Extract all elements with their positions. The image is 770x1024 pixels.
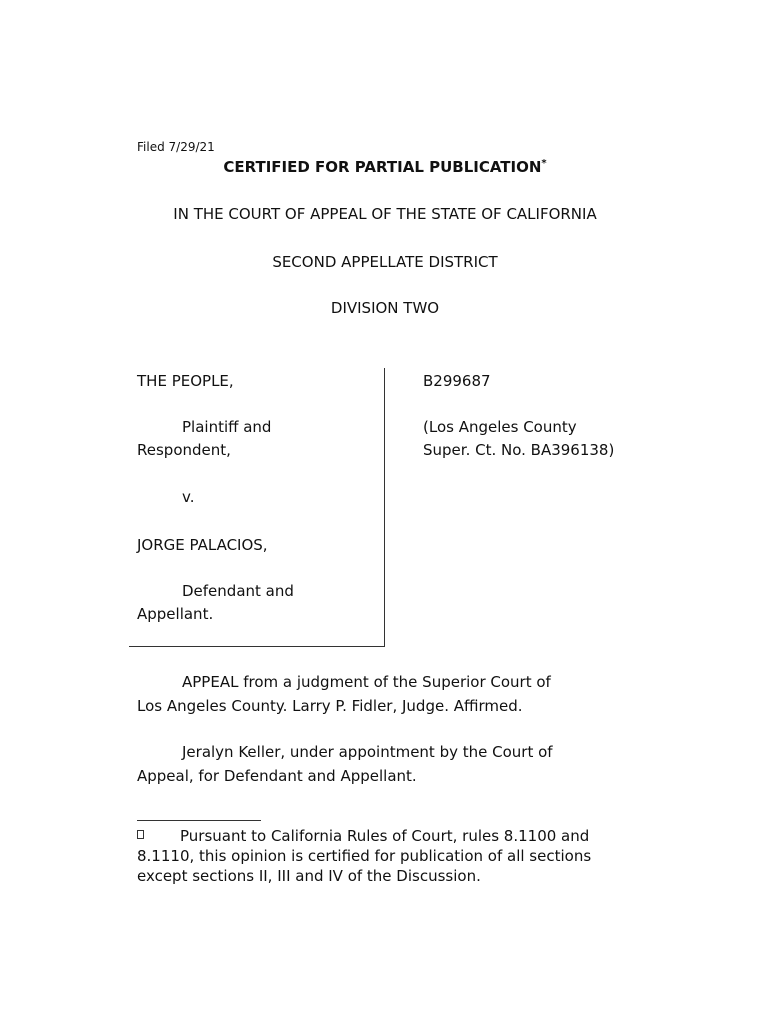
- counsel-paragraph: [137, 740, 607, 788]
- appeal-line-2: Los Angeles County. Larry P. Fidler, Judge. Affirmed.: [137, 697, 523, 715]
- superior-court-number: [423, 416, 663, 462]
- filed-date: Filed 7/29/21: [137, 140, 215, 154]
- appeal-paragraph: [137, 670, 607, 718]
- defendant-name: JORGE PALACIOS,: [137, 536, 268, 554]
- appeal-line-1: APPEAL from a judgment of the Superior Court of: [182, 673, 551, 691]
- case-number: B299687: [423, 372, 491, 390]
- district-name: SECOND APPELLATE DISTRICT: [272, 253, 498, 271]
- defendant-role: [137, 580, 377, 626]
- versus: v.: [182, 488, 195, 506]
- defendant-role-line-2: Appellant.: [137, 605, 214, 623]
- plaintiff-role-line-2: Respondent,: [137, 441, 231, 459]
- counsel-line-1: Jeralyn Keller, under appointment by the Court of: [182, 743, 553, 761]
- publication-status-heading: [0, 158, 770, 176]
- plaintiff-name: THE PEOPLE,: [137, 372, 234, 390]
- plaintiff-role: [137, 416, 377, 462]
- footnote-symbol-icon: [137, 830, 144, 839]
- superior-court-line-1: (Los Angeles County: [423, 418, 577, 436]
- plaintiff-role-line-1: Plaintiff and: [182, 418, 272, 436]
- caption-divider-horizontal: [129, 646, 385, 647]
- superior-court-line-2: Super. Ct. No. BA396138): [423, 441, 615, 459]
- footnote-line-1-text: Pursuant to California Rules of Court, rules 8.1100 and: [180, 827, 590, 845]
- division-name: DIVISION TWO: [330, 299, 440, 317]
- publication-status-text: CERTIFIED FOR PARTIAL PUBLICATION: [223, 158, 542, 176]
- defendant-role-line-1: Defendant and: [182, 582, 294, 600]
- caption-divider-vertical: [384, 368, 385, 646]
- footnote: [137, 826, 637, 886]
- counsel-line-2: Appeal, for Defendant and Appellant.: [137, 767, 417, 785]
- footnote-separator: [137, 820, 261, 821]
- footnote-line-1: [137, 826, 637, 846]
- court-name: IN THE COURT OF APPEAL OF THE STATE OF CALIFORNIA: [173, 205, 597, 223]
- footnote-line-2: 8.1110, this opinion is certified for publication of all sections: [137, 847, 592, 865]
- footnote-marker: *: [541, 158, 547, 169]
- footnote-line-3: except sections II, III and IV of the Discussion.: [137, 867, 481, 885]
